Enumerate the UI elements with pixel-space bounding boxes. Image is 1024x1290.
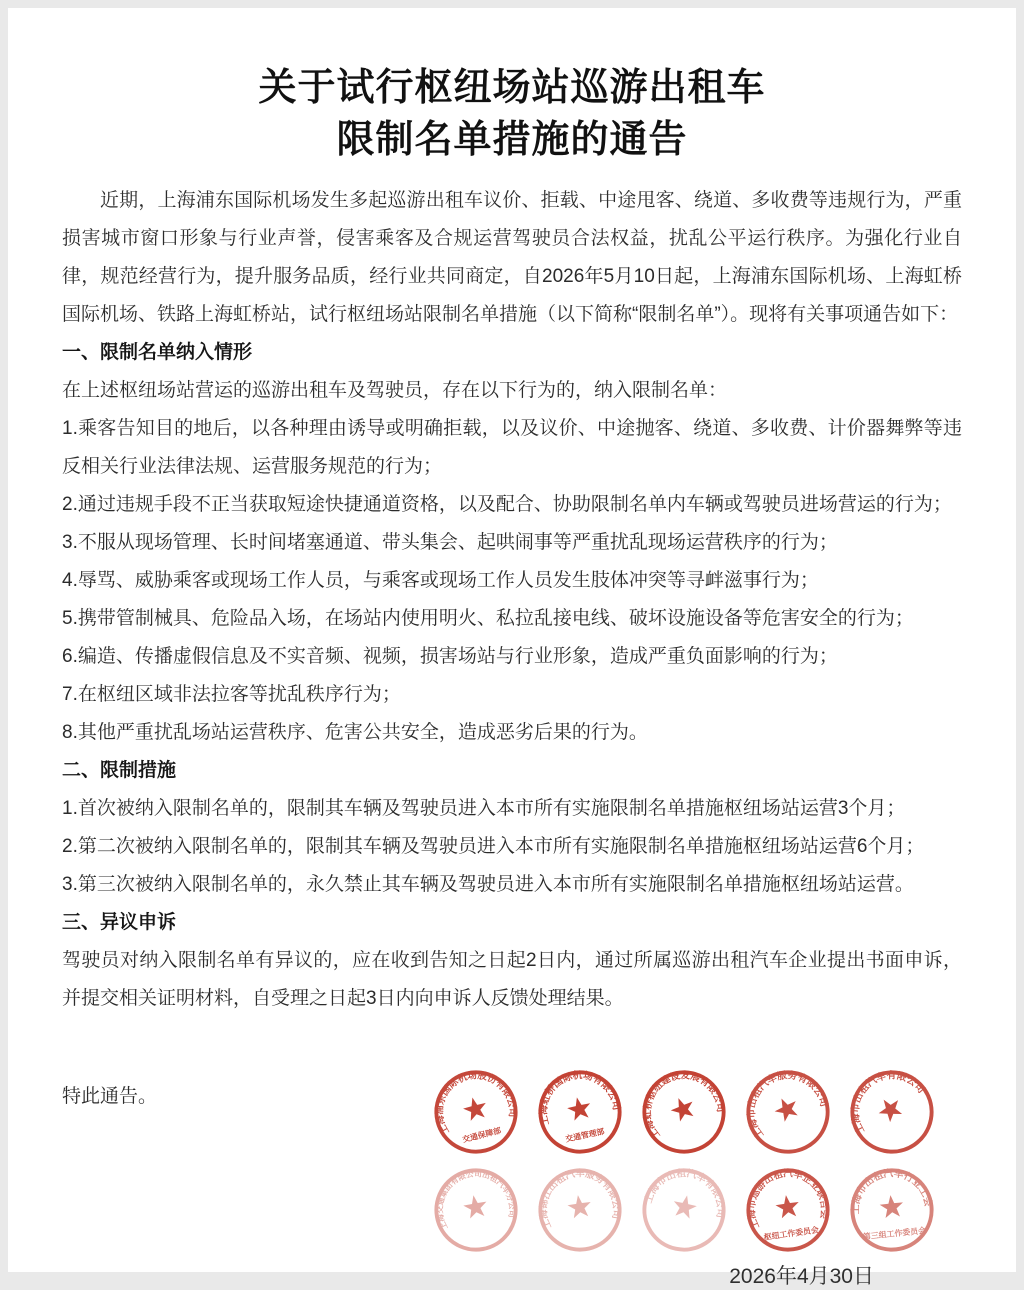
red-seal-stamp: [528, 1060, 632, 1164]
red-seal-stamp: [530, 1160, 629, 1259]
star-icon: [879, 1194, 905, 1219]
red-seal-stamp: [423, 1059, 530, 1166]
svg-text:上海市出租汽车有限公司: 上海市出租汽车有限公司: [850, 1070, 927, 1136]
svg-text:第三组工作委员会: 第三组工作委员会: [862, 1225, 927, 1242]
star-icon: [566, 1194, 592, 1219]
doc-line: 2.通过违规手段不正当获取短途快捷通道资格，以及配合、协助限制名单内车辆或驾驶员进场营运的行为；: [62, 494, 952, 515]
svg-text:上海虹桥枢纽建设发展有限公司: 上海虹桥枢纽建设发展有限公司: [641, 1069, 727, 1142]
notice-document: [8, 8, 1016, 1288]
star-icon: [771, 1093, 802, 1123]
svg-text:上海市出租汽车服务有限公司: 上海市出租汽车服务有限公司: [746, 1070, 830, 1141]
svg-text:上海虹桥国际机场有限公司: 上海虹桥国际机场有限公司: [538, 1070, 622, 1127]
star-icon: [461, 1095, 489, 1122]
star-icon: [874, 1093, 906, 1125]
svg-text:上海市出租汽车行业工会: 上海市出租汽车行业工会: [850, 1168, 934, 1215]
doc-line: 6.编造、传播虚假信息及不实音频、视频，损害场站与行业形象，造成严重负面影响的行为；: [62, 646, 838, 667]
document-body: [62, 182, 962, 1018]
star-icon: [462, 1193, 489, 1219]
doc-line: 4.辱骂、威胁乘客或现场工作人员，与乘客或现场工作人员发生肢体冲突等寻衅滋事行为；: [62, 570, 819, 591]
svg-text:交通管理部: 交通管理部: [564, 1126, 606, 1144]
red-seal-stamp: [632, 1158, 736, 1262]
section-heading: 一、限制名单纳入情形: [62, 342, 253, 363]
red-seal-stamp: [425, 1159, 527, 1261]
doc-line: 3.不服从现场管理、长时间堵塞通道、带头集会、起哄闹事等严重扰乱现场运营秩序的行为；: [62, 532, 838, 553]
section-heading: 二、限制措施: [62, 760, 177, 781]
star-icon: [565, 1095, 593, 1122]
page-title-line1: 关于试行枢纽场站巡游出租车: [258, 67, 766, 109]
page-title-line2: 限制名单措施的通告: [336, 119, 688, 161]
closing-text: 特此通告。: [62, 1086, 158, 1107]
red-seal-stamp: [627, 1055, 742, 1170]
red-seal-stamp: [729, 1053, 847, 1171]
doc-line: 8.其他严重扰乱场站运营秩序、危害公共安全，造成恶劣后果的行为。: [62, 722, 648, 743]
doc-line: 1.首次被纳入限制名单的，限制其车辆及驾驶员进入本市所有实施限制名单措施枢纽场站运营3个月；: [62, 798, 906, 819]
doc-line: 在上述枢纽场站营运的巡游出租车及驾驶员，存在以下行为的，纳入限制名单：: [62, 380, 728, 401]
red-seal-stamp: [831, 1051, 953, 1173]
red-seal-stamp: [738, 1160, 837, 1259]
page-title: [62, 62, 962, 166]
svg-text:上海浦东国际机场股份有限公司: 上海浦东国际机场股份有限公司: [433, 1069, 519, 1137]
star-icon: [774, 1194, 800, 1219]
closing-row: [62, 1068, 962, 1254]
svg-text:交通保障部: 交通保障部: [461, 1126, 503, 1145]
doc-line: 驾驶员对纳入限制名单有异议的，应在收到告知之日起2日内，通过所属巡游出租汽车企业提出书面申诉，并提交相关证明材料，自受理之日起3日内向申诉人反馈处理结果。: [62, 950, 962, 1009]
stamp-row-1: [432, 1068, 936, 1156]
svg-text:上海锦江出租汽车服务有限公司: 上海锦江出租汽车服务有限公司: [537, 1167, 623, 1231]
svg-text:上海市出租汽车有限公司: 上海市出租汽车有限公司: [643, 1168, 726, 1219]
doc-line: 1.乘客告知目的地后，以各种理由诱导或明确拒载，以及议价、中途抛客、绕道、多收费、计价器舞弊等违反相关行业法律法规、运营服务规范的行为；: [62, 418, 962, 477]
doc-line: 近期，上海浦东国际机场发生多起巡游出租车议价、拒载、中途甩客、绕道、多收费等违规行为，严重损害城市窗口形象与行业声誉，侵害乘客及合规运营驾驶员合法权益，扰乱公平运行秩序。为强化行业自律，规范经营行为，提升服务品质，经行业共同商定，自2026年5月10日起，上海浦东国际机场、上海虹桥国际机场、铁路上海虹桥站，试行枢纽场站限制名单措施（以下简称“限制名单”）。现将有关事项通告如下：: [62, 190, 962, 325]
stamps-block: [432, 1068, 936, 1254]
svg-text:上海市巡游出租汽车企业联合会: 上海市巡游出租汽车企业联合会: [745, 1167, 831, 1231]
notice-date: 2026年4月30日: [729, 1265, 874, 1288]
red-seal-stamp: [844, 1162, 941, 1259]
doc-line: 2.第二次被纳入限制名单的，限制其车辆及驾驶员进入本市所有实施限制名单措施枢纽场站运营6个月；: [62, 836, 925, 857]
svg-text:上海交通集团有限公司出租汽车分公司: 上海交通集团有限公司出租汽车分公司: [435, 1169, 517, 1232]
doc-line: 7.在枢纽区域非法拉客等扰乱秩序行为；: [62, 684, 401, 705]
svg-text:枢纽工作委员会: 枢纽工作委员会: [763, 1225, 820, 1242]
stamp-row-2: [432, 1166, 936, 1254]
doc-line: 5.携带管制械具、危险品入场，在场站内使用明火、私拉乱接电线、破坏设施设备等危害安全的行为；: [62, 608, 914, 629]
star-icon: [668, 1094, 698, 1123]
star-icon: [671, 1193, 699, 1220]
doc-line: 3.第三次被纳入限制名单的，永久禁止其车辆及驾驶员进入本市所有实施限制名单措施枢纽场站运营。: [62, 874, 914, 895]
section-heading: 三、异议申诉: [62, 912, 177, 933]
